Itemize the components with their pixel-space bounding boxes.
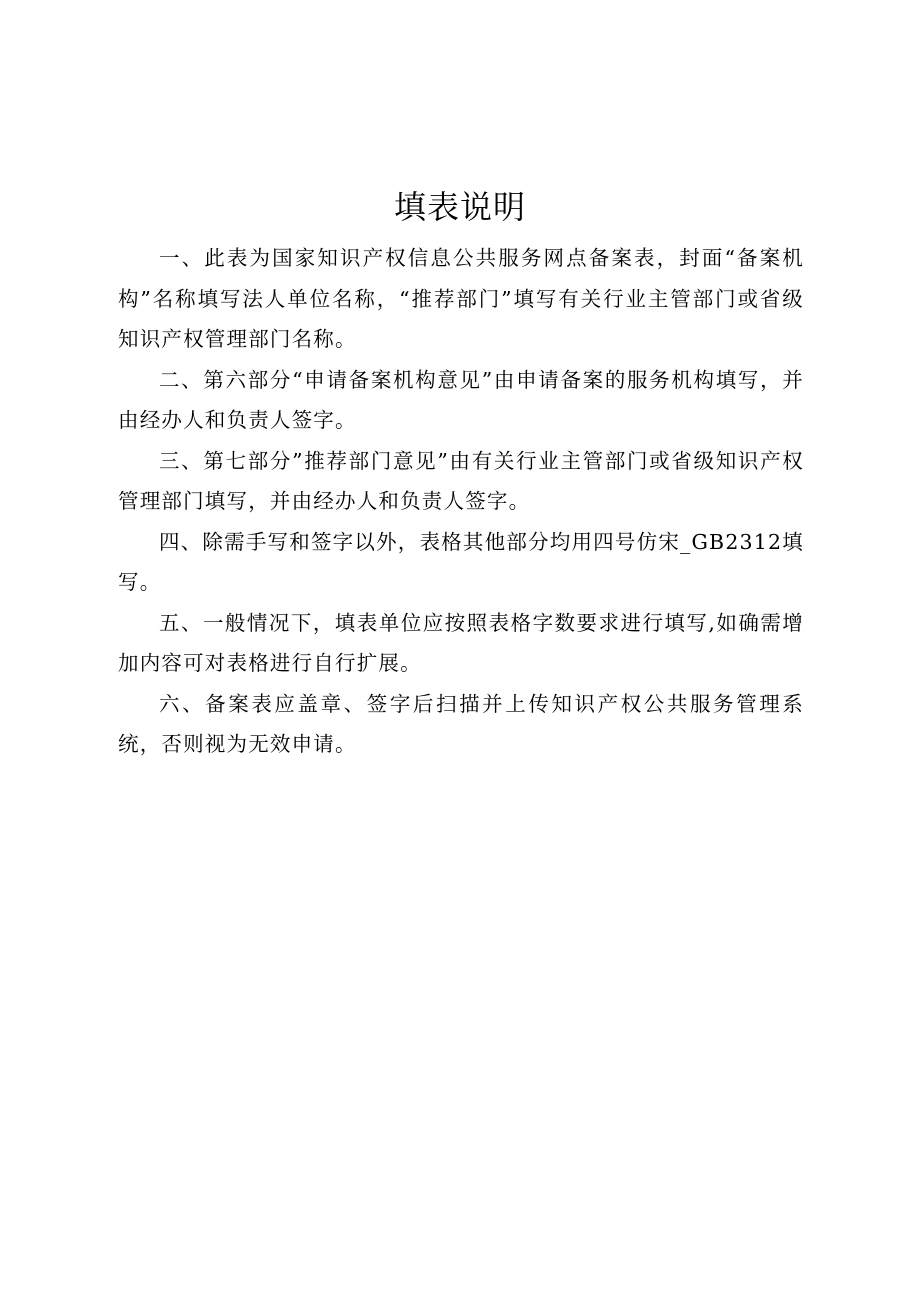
instruction-paragraph-2: 二、第六部分“申请备案机构意见”由申请备案的服务机构填写，并由经办人和负责人签字。 [118, 367, 804, 432]
instruction-paragraph-4: 四、除需手写和签字以外，表格其他部分均用四号仿宋_GB2312填写。 [118, 529, 804, 594]
instructions-body [118, 238, 804, 765]
instruction-paragraph-6: 六、备案表应盖章、签字后扫描并上传知识产权公共服务管理系统，否则视为无效申请。 [118, 691, 804, 756]
instruction-paragraph-1: 一、此表为国家知识产权信息公共服务网点备案表，封面“备案机构”名称填写法人单位名称，“推荐部门”填写有关行业主管部门或省级知识产权管理部门名称。 [118, 246, 804, 351]
page-title: 填表说明 [393, 188, 526, 226]
instruction-paragraph-5: 五、一般情况下，填表单位应按照表格字数要求进行填写,如确需增加内容可对表格进行自行扩展。 [118, 610, 804, 675]
instruction-paragraph-3: 三、第七部分”推荐部门意见”由有关行业主管部门或省级知识产权管理部门填写，并由经办人和负责人签字。 [118, 448, 804, 513]
